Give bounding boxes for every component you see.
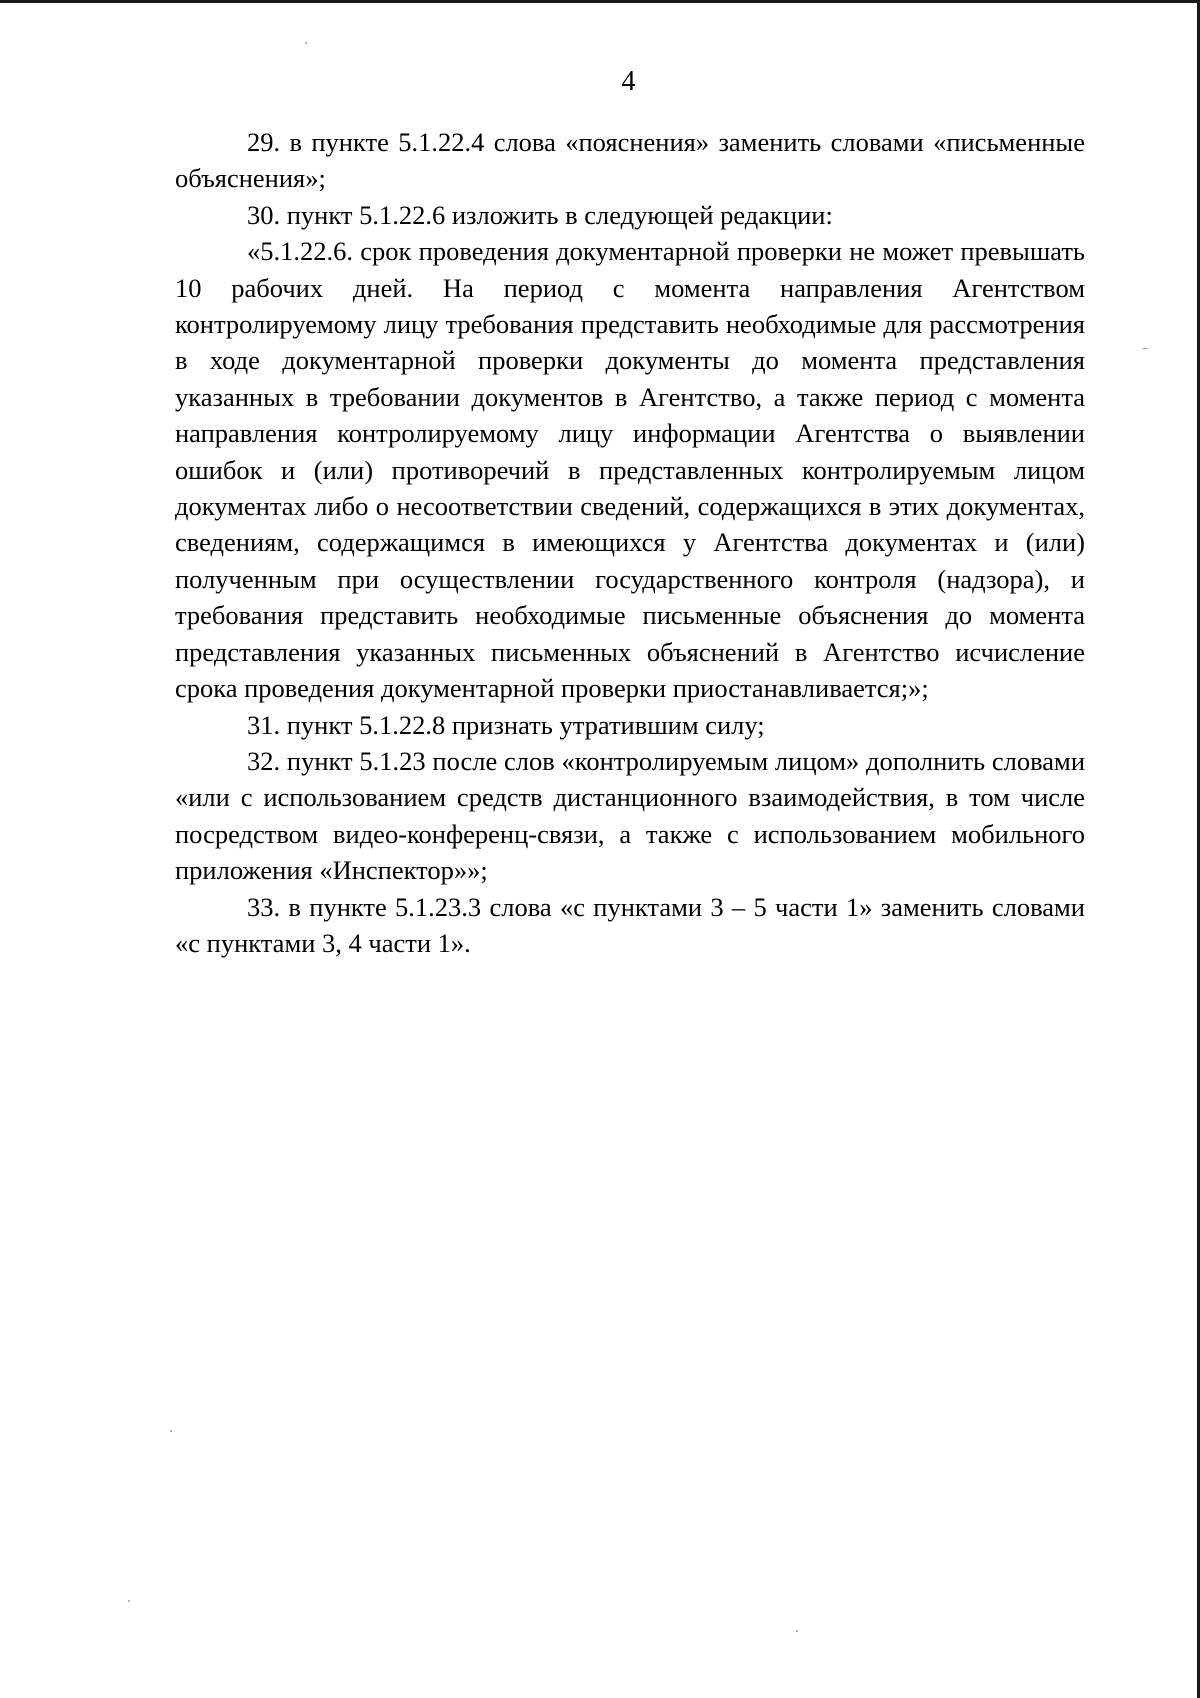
scan-speck [128, 1600, 130, 1602]
document-body [175, 124, 1085, 961]
scan-speck [170, 1430, 172, 1432]
scan-edge-top [0, 0, 1200, 3]
paragraph-31: 31. пункт 5.1.22.8 признать утратившим силу; [247, 709, 765, 740]
paragraph-33: 33. в пункте 5.1.23.3 слова «с пунктами 3 – 5 части 1» заменить словами «с пунктами 3, 4 части 1». [175, 891, 1085, 958]
paragraph-quoted-5-1-22-6: «5.1.22.6. срок проведения документарной проверки не может превышать 10 рабочих дней. На период с момента направления Агентством контролируемому лицу требования представить необходимые для рассмотрения в ходе документарной проверки документы до момента представления указанных в требовании документов в Агентство, а также период с момента направления контролируемому лицу информации Агентства о выявлении ошибок и (или) противоречий в представленных контролируемым лицом документах либо о несоответствии сведений, содержащихся в этих документах, сведениям, содержащимся в имеющихся у Агентства документах и (или) полученным при осуществлении государственного контроля (надзора), и требования представить необходимые письменные объяснения до момента представления указанных письменных объяснений в Агентство исчисление срока проведения документарной проверки приостанавливается;»; [175, 236, 1085, 704]
page-number: 4 [621, 66, 636, 97]
scan-speck [1142, 348, 1148, 349]
paragraph-30: 30. пункт 5.1.22.6 изложить в следующей редакции: [247, 199, 833, 230]
scan-speck [305, 42, 307, 44]
paragraph-32: 32. пункт 5.1.23 после слов «контролируемым лицом» дополнить словами «или с использованием средств дистанционного взаимодействия, в том числе посредством видео-конференц-связи, а также с использованием мобильного приложения «Инспектор»»; [175, 745, 1085, 886]
paragraph-29: 29. в пункте 5.1.22.4 слова «пояснения» заменить словами «письменные объяснения»; [175, 127, 1085, 194]
scan-speck [796, 1630, 798, 1632]
